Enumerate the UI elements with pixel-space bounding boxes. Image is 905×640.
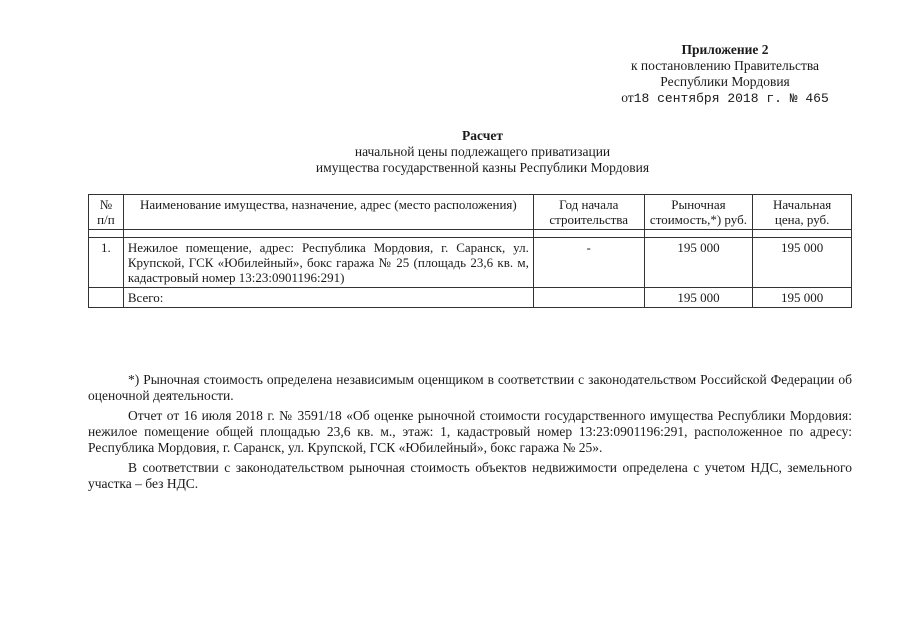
appendix-line-2: Республики Мордовия (660, 74, 790, 89)
title-line-2: имущества государственной казны Республики Мордовия (315, 160, 650, 175)
header-num: № п/п (89, 195, 124, 230)
note-report: Отчет от 16 июля 2018 г. № 3591/18 «Об оценке рыночной стоимости государственного имущества Республики Мордовия: нежилое помещение общей площадью 23,6 кв. м., этаж: 1, кадастровый номер 13:23:0901196:291, расположенное по адресу: Республика Мордовия, г. Саранск, ул. Крупской, ГСК «Юбилейный», бокс гаража № 25». (88, 408, 852, 455)
total-market-value: 195 000 (644, 288, 753, 308)
row-year: - (533, 238, 644, 288)
note-appraiser: *) Рыночная стоимость определена независимым оценщиком в соответствии с законодательством Российской Федерации об оценочной деятельности. (88, 372, 852, 403)
row-market-value: 195 000 (644, 238, 753, 288)
notes (88, 372, 852, 496)
appendix-header (600, 42, 850, 107)
title-main: Расчет (462, 128, 503, 143)
document-title (160, 128, 805, 176)
title-line-1: начальной цены подлежащего приватизации (354, 144, 611, 159)
price-calculation-table (88, 194, 852, 308)
total-start-price: 195 000 (753, 288, 852, 308)
appendix-line-1: к постановлению Правительства (630, 58, 820, 73)
row-num: 1. (89, 238, 124, 288)
row-start-price: 195 000 (753, 238, 852, 288)
total-label: Всего: (123, 288, 533, 308)
table-header-row (89, 195, 852, 230)
date-prefix: от (621, 90, 634, 105)
appendix-title: Приложение 2 (681, 42, 769, 57)
appendix-date (600, 90, 850, 107)
date-value: 18 сентября 2018 г. № 465 (633, 91, 829, 106)
header-year: Год начала строительства (533, 195, 644, 230)
row-name: Нежилое помещение, адрес: Республика Мордовия, г. Саранск, ул. Крупской, ГСК «Юбилейный», бокс гаража № 25 (площадь 23,6 кв. м, кадастровый номер 13:23:0901196:291) (123, 238, 533, 288)
table-spacer-row (89, 230, 852, 238)
table-total-row (89, 288, 852, 308)
header-name: Наименование имущества, назначение, адрес (место расположения) (123, 195, 533, 230)
note-vat: В соответствии с законодательством рыночная стоимость объектов недвижимости определена с учетом НДС, земельного участка – без НДС. (88, 460, 852, 491)
table-row (89, 238, 852, 288)
header-market-value: Рыночная стоимость,*) руб. (644, 195, 753, 230)
header-start-price: Начальная цена, руб. (753, 195, 852, 230)
